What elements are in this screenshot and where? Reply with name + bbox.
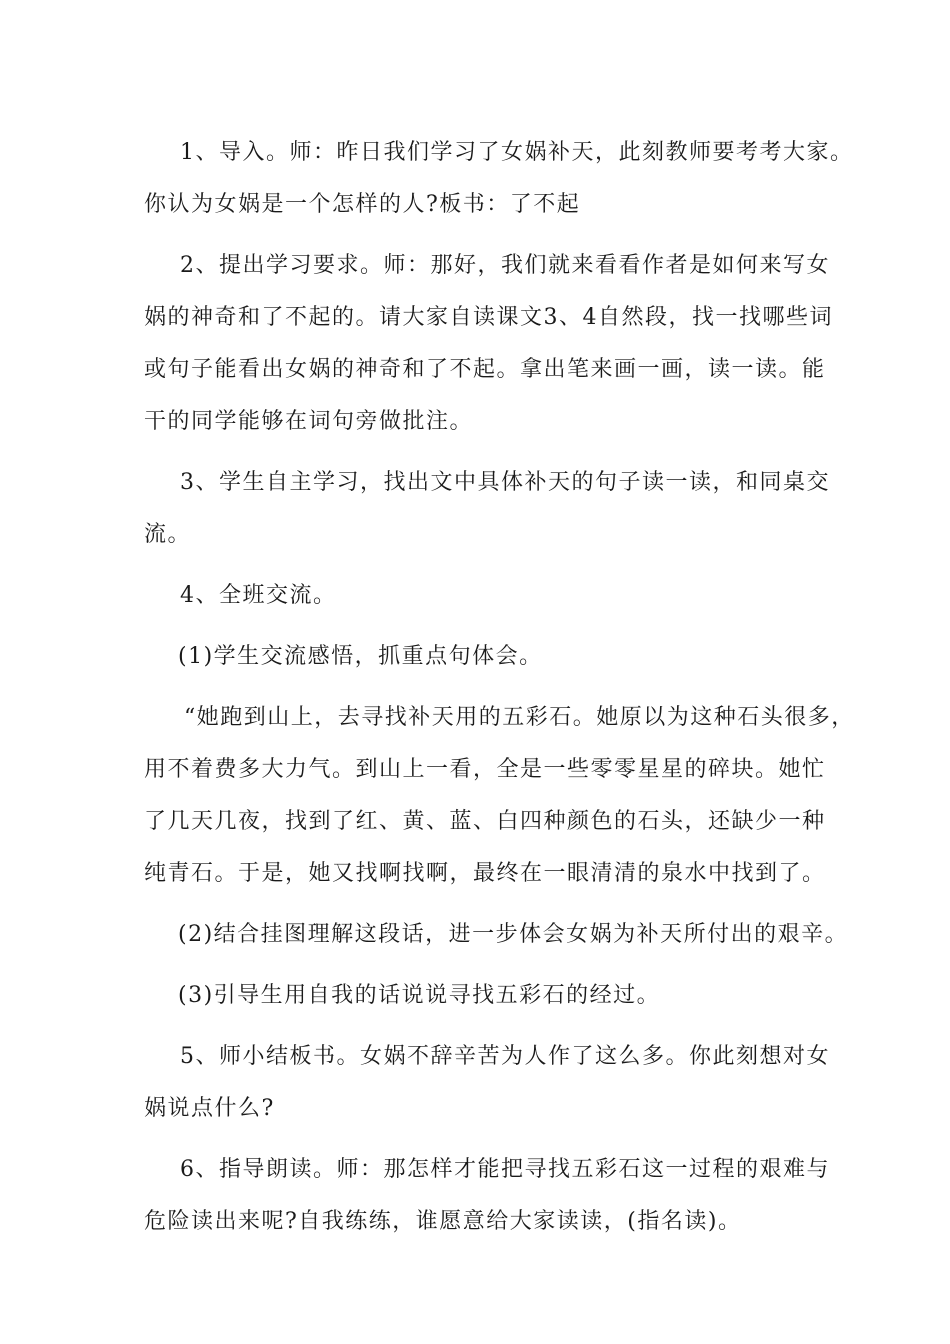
paragraph-3 <box>144 457 830 561</box>
text-line: “她跑到山上，去寻找补天用的五彩石。她原以为这种石头很多， <box>184 705 855 730</box>
text-line: 6、指导朗读。师：那怎样才能把寻找五彩石这一过程的艰难与 <box>180 1157 830 1182</box>
paragraph-1 <box>144 127 854 231</box>
paragraph-6-quote <box>144 692 855 900</box>
document-body <box>144 127 855 1248</box>
paragraph-7 <box>144 909 849 961</box>
text-line: 你认为女娲是一个怎样的人?板书：了不起 <box>144 192 581 217</box>
text-line: 5、师小结板书。女娲不辞辛苦为人作了这么多。你此刻想对女 <box>180 1044 830 1069</box>
text-line: 或句子能看出女娲的神奇和了不起。拿出笔来画一画，读一读。能 <box>144 357 826 382</box>
text-line: 纯青石。于是，她又找啊找啊，最终在一眼清清的泉水中找到了。 <box>144 861 826 886</box>
text-line: 了几天几夜，找到了红、黄、蓝、白四种颜色的石头，还缺少一种 <box>144 809 826 834</box>
text-line: (3)引导生用自我的话说说寻找五彩石的经过。 <box>178 983 661 1008</box>
paragraph-10 <box>144 1144 830 1248</box>
text-line: (2)结合挂图理解这段话，进一步体会女娲为补天所付出的艰辛。 <box>178 922 849 947</box>
text-line: 1、导入。师：昨日我们学习了女娲补天，此刻教师要考考大家。 <box>180 140 854 165</box>
text-line: 3、学生自主学习，找出文中具体补天的句子读一读，和同桌交 <box>180 470 830 495</box>
text-line: 2、提出学习要求。师：那好，我们就来看看作者是如何来写女 <box>180 253 830 278</box>
text-line: 干的同学能够在词句旁做批注。 <box>144 409 474 434</box>
text-line: 用不着费多大力气。到山上一看，全是一些零零星星的碎块。她忙 <box>144 757 826 782</box>
text-line: 流。 <box>144 522 192 547</box>
text-line: 娲的神奇和了不起的。请大家自读课文3、4自然段，找一找哪些词 <box>144 305 833 330</box>
paragraph-4 <box>144 570 824 622</box>
text-line: 4、全班交流。 <box>180 583 337 608</box>
paragraph-8 <box>144 970 824 1022</box>
text-line: 娲说点什么? <box>144 1096 275 1121</box>
text-line: (1)学生交流感悟，抓重点句体会。 <box>178 644 543 669</box>
paragraph-9 <box>144 1031 830 1135</box>
paragraph-2 <box>144 240 833 448</box>
text-line: 危险读出来呢?自我练练，谁愿意给大家读读，(指名读)。 <box>144 1209 742 1234</box>
paragraph-5 <box>144 631 824 683</box>
